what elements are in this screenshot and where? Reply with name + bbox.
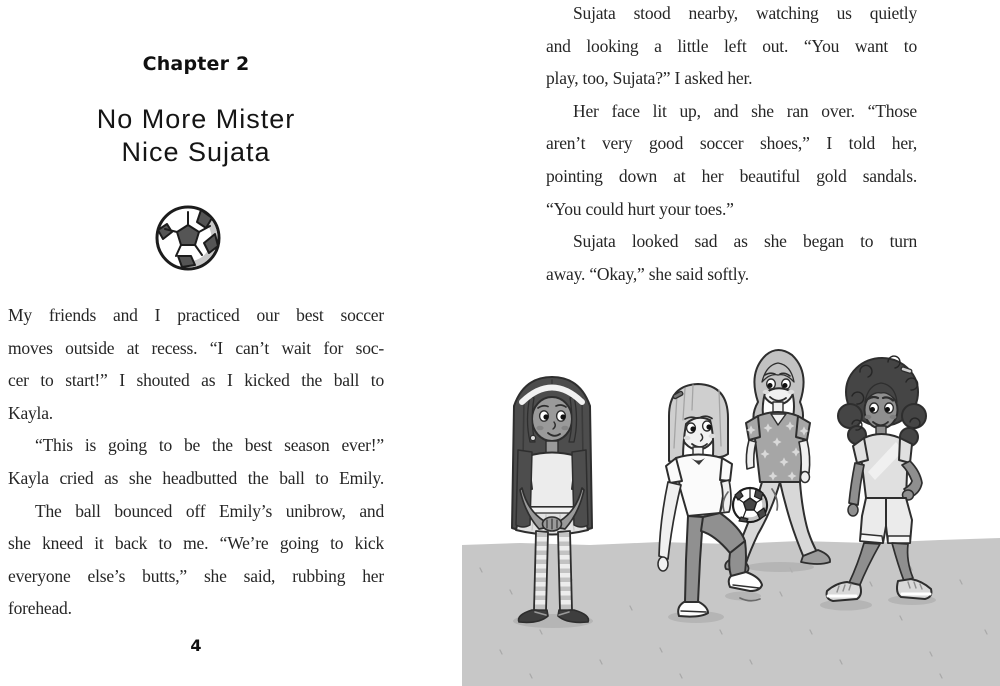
body-line: and looking a little left out. “You want to xyxy=(546,35,917,56)
body-line: pointing down at her beautiful gold sandals. xyxy=(546,165,917,186)
body-line: My friends and I practiced our best soccer xyxy=(8,305,384,325)
chapter-title-line-1: No More Mister xyxy=(96,104,296,134)
body-line: Sujata stood nearby, watching us quietly xyxy=(573,3,917,23)
chapter-title xyxy=(8,103,384,169)
body-line: “You could hurt your toes.” xyxy=(546,198,734,219)
body-line: she kneed it back to me. “We’re going to kick xyxy=(8,533,384,554)
right-page-text xyxy=(546,0,917,290)
soccer-ball-icon xyxy=(148,198,228,278)
body-line: everyone else’s butts,” she said, rubbing her xyxy=(8,565,384,586)
body-line: moves outside at recess. “I can’t wait for soc- xyxy=(8,337,384,358)
body-line: forehead. xyxy=(8,598,72,619)
body-line: play, too, Sujata?” I asked her. xyxy=(546,68,753,89)
body-line: Kayla. xyxy=(8,402,53,423)
chapter-heading: Chapter 2 xyxy=(142,53,250,75)
body-line: Kayla cried as she headbutted the ball to Emily. xyxy=(8,467,384,488)
body-line: The ball bounced off Emily’s unibrow, and xyxy=(35,500,384,521)
illustration-kids-playing-soccer xyxy=(440,330,1000,686)
body-line: aren’t very good soccer shoes,” I told her, xyxy=(546,133,917,154)
chapter-title-line-2: Nice Sujata xyxy=(121,137,271,167)
body-line: cer to start!” I shouted as I kicked the ball to xyxy=(8,370,384,391)
body-line: “This is going to be the best season ever!” xyxy=(35,435,384,456)
left-page-text xyxy=(8,299,384,625)
page-number: 4 xyxy=(190,636,202,655)
body-line: away. “Okay,” she said softly. xyxy=(546,263,749,284)
body-line: Her face lit up, and she ran over. “Those xyxy=(573,100,917,121)
body-line: Sujata looked sad as she began to turn xyxy=(573,231,917,252)
